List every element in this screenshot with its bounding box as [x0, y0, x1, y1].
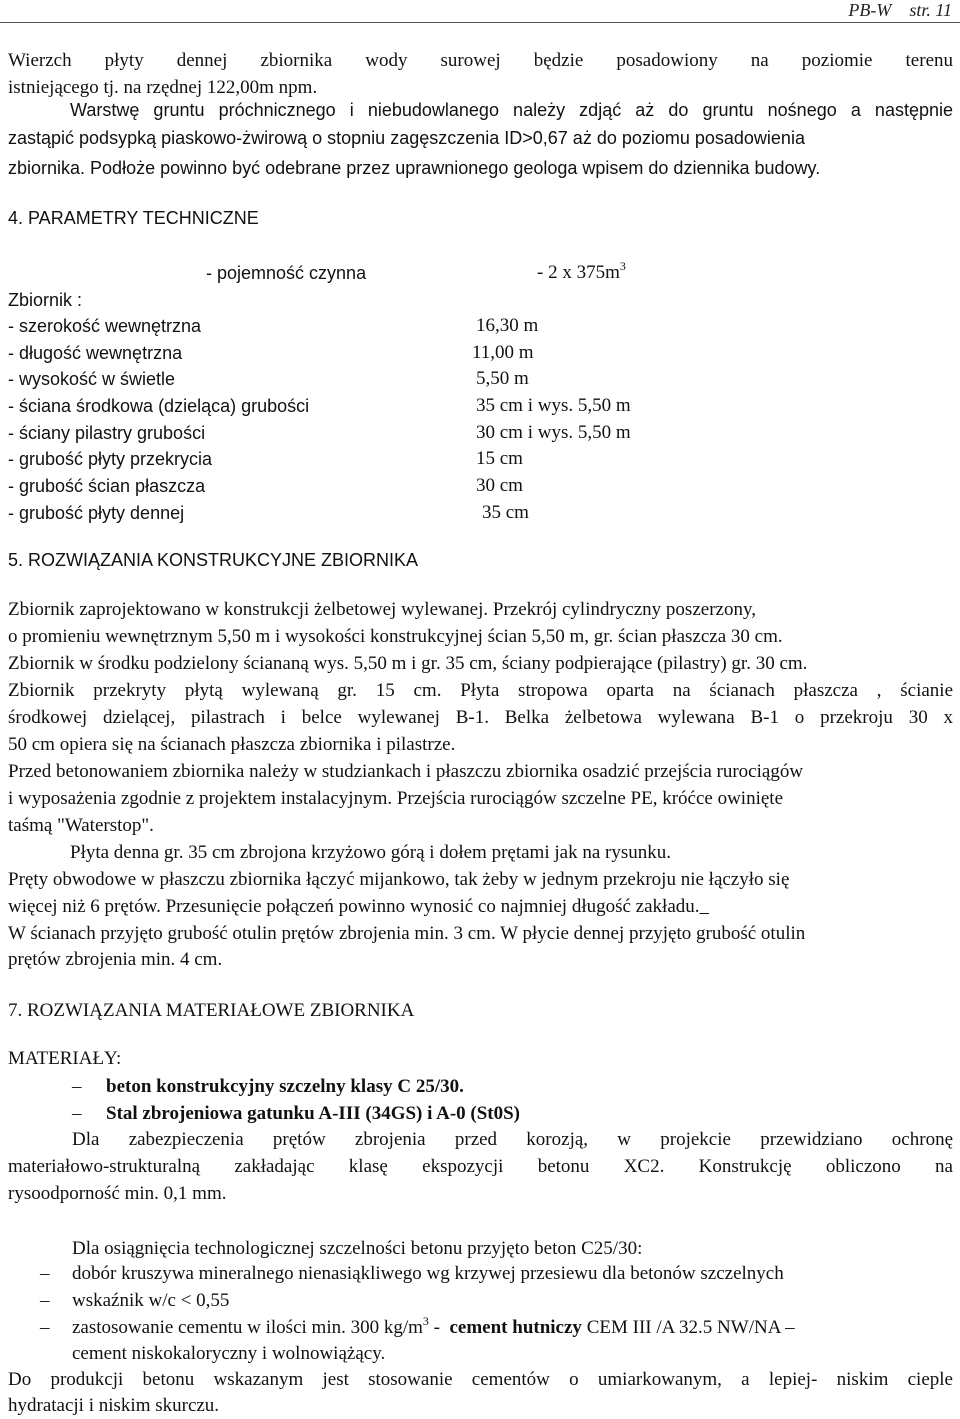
intro-line-4: zastąpić podsypką piaskowo-żwirową o stopniu zagęszczenia ID>0,67 aż do poziomu posadowienia — [8, 128, 805, 148]
tech-item-3: zastosowanie cementu w ilości min. 300 $kg/m^3$ - cement hutniczy CEM III /A 32.5 NW/NA – — [72, 1314, 795, 1338]
s5-line: Pręty obwodowe w płaszczu zbiornika łączyć mijankowo, tak żeby w jednym przekroju nie łączyło się — [8, 869, 790, 890]
param-label: - grubość ścian płaszcza — [8, 476, 206, 496]
intro-line-3: Warstwę gruntu próchnicznego i niebudowlanego należy zdjąć aż do gruntu nośnego a następnie — [70, 100, 953, 120]
capacity-label: - pojemność czynna — [206, 263, 367, 283]
s5-line: o promieniu wewnętrznym 5,50 m i wysokości konstrukcyjnej ścian 5,50 m, gr. ścian płaszcza 30 cm. — [8, 626, 783, 647]
param-value: 11,00 m — [472, 342, 534, 363]
s5-line: Zbiornik w środku podzielony ściananą wys. 5,50 m i gr. 35 cm, ściany podpierające (pilastry) gr. 30 cm. — [8, 653, 808, 674]
intro-line-1: Wierzch płyty dennej zbiornika wody surowej będzie posadowiony na poziomie terenu — [8, 50, 953, 71]
s5-line: Płyta denna gr. 35 cm zbrojona krzyżowo górą i dołem prętami jak na rysunku. — [70, 842, 671, 863]
doc-code: PB-W — [848, 0, 892, 20]
material-1: beton konstrukcyjny szczelny klasy C 25/30. — [106, 1076, 464, 1097]
page-number: str. 11 — [909, 0, 952, 20]
s5-line: Zbiornik przekryty płytą wylewaną gr. 15 cm. Płyta stropowa oparta na ścianach płaszcza , ścianie — [8, 680, 953, 701]
param-value: 30 cm — [476, 475, 523, 496]
materials-para-3: rysoodporność min. 0,1 mm. — [8, 1183, 227, 1204]
tech-bullet: – — [40, 1290, 50, 1311]
s5-line: W ścianach przyjęto grubość otulin prętów zbrojenia min. 3 cm. W płycie dennej przyjęto grubość otulin — [8, 923, 806, 944]
s5-line: prętów zbrojenia min. 4 cm. — [8, 949, 223, 970]
param-value: 15 cm — [476, 448, 523, 469]
param-value: 35 cm — [482, 502, 529, 523]
section-4-heading: 4. PARAMETRY TECHNICZNE — [8, 208, 259, 228]
param-label: - szerokość wewnętrzna — [8, 316, 202, 336]
materials-para-2: materiałowo-strukturalną zakładając klasę ekspozycji betonu XC2. Konstrukcję obliczono na — [8, 1156, 953, 1177]
intro-line-2: istniejącego tj. na rzędnej 122,00m npm. — [8, 77, 318, 98]
final-para-2: hydratacji i niskim skurczu. — [8, 1395, 220, 1416]
tech-bullet: – — [40, 1263, 50, 1284]
tech-item-3-cont: cement niskokaloryczny i wolnowiążący. — [72, 1343, 386, 1364]
s5-line: 50 cm opiera się na ścianach płaszcza zbiornika i pilastrze. — [8, 734, 456, 755]
s5-line: środkowej dzielącej, pilastrach i belce wylewanej B-1. Belka żelbetowa wylewana B-1 o przekroju 30 x — [8, 707, 953, 728]
material-2: Stal zbrojeniowa gatunku A-III (34GS) i A-0 (St0S) — [106, 1103, 521, 1124]
page-header — [848, 0, 952, 21]
final-para-1: Do produkcji betonu wskazanym jest stosowanie cementów o umiarkowanym, a lepiej- niskim cieple — [8, 1369, 953, 1390]
param-value: 35 cm i wys. 5,50 m — [476, 395, 631, 416]
tech-bullet: – — [40, 1317, 50, 1338]
tech-intro: Dla osiągnięcia technologicznej szczelności betonu przyjęto beton C25/30: — [72, 1238, 643, 1259]
tech-item-2: wskaźnik w/c < 0,55 — [72, 1290, 230, 1311]
param-value: 16,30 m — [476, 315, 539, 336]
param-value: 30 cm i wys. 5,50 m — [476, 422, 631, 443]
param-label: - ściana środkowa (dzieląca) grubości — [8, 396, 310, 416]
intro-line-5: zbiornika. Podłoże powinno być odebrane przez uprawnionego geologa wpisem do dziennika budowy. — [8, 158, 821, 178]
param-label: - ściany pilastry grubości — [8, 423, 206, 443]
param-label: - grubość płyty dennej — [8, 503, 185, 523]
material-bullet: – — [72, 1103, 82, 1124]
param-label: - grubość płyty przekrycia — [8, 449, 213, 469]
s5-line: taśmą "Waterstop". — [8, 815, 154, 836]
header-rule — [0, 22, 960, 23]
s5-line: więcej niż 6 prętów. Przesunięcie połączeń powinno wynosić co najmniej długość zakładu. — [8, 896, 700, 917]
param-value: 5,50 m — [476, 368, 529, 389]
s5-line: Przed betonowaniem zbiornika należy w studziankach i płaszczu zbiornika osadzić przejścia rurociągów — [8, 761, 804, 782]
s5-line: Zbiornik zaprojektowano w konstrukcji żelbetowej wylewanej. Przekrój cylindryczny poszerzony, — [8, 599, 756, 620]
tech-item-1: dobór kruszywa mineralnego nienasiąkliwego wg krzywej przesiewu dla betonów szczelnych — [72, 1263, 784, 1284]
param-label: - wysokość w świetle — [8, 369, 176, 389]
materials-para-1: Dla zabezpieczenia prętów zbrojenia przed korozją, w projekcie przewidziano ochronę — [72, 1129, 953, 1150]
zbiornik-label: Zbiornik : — [8, 290, 83, 310]
capacity-value: - 2 x $375m^3$ — [537, 259, 626, 283]
section-7-heading: 7. ROZWIĄZANIA MATERIAŁOWE ZBIORNIKA — [8, 1000, 415, 1021]
param-label: - długość wewnętrzna — [8, 343, 183, 363]
material-bullet: – — [72, 1076, 82, 1097]
s5-line: i wyposażenia zgodnie z projektem instalacyjnym. Przejścia rurociągów szczelne PE, króćce owinięte — [8, 788, 784, 809]
materials-label: MATERIAŁY: — [8, 1048, 122, 1069]
section-5-heading: 5. ROZWIĄZANIA KONSTRUKCYJNE ZBIORNIKA — [8, 550, 419, 570]
